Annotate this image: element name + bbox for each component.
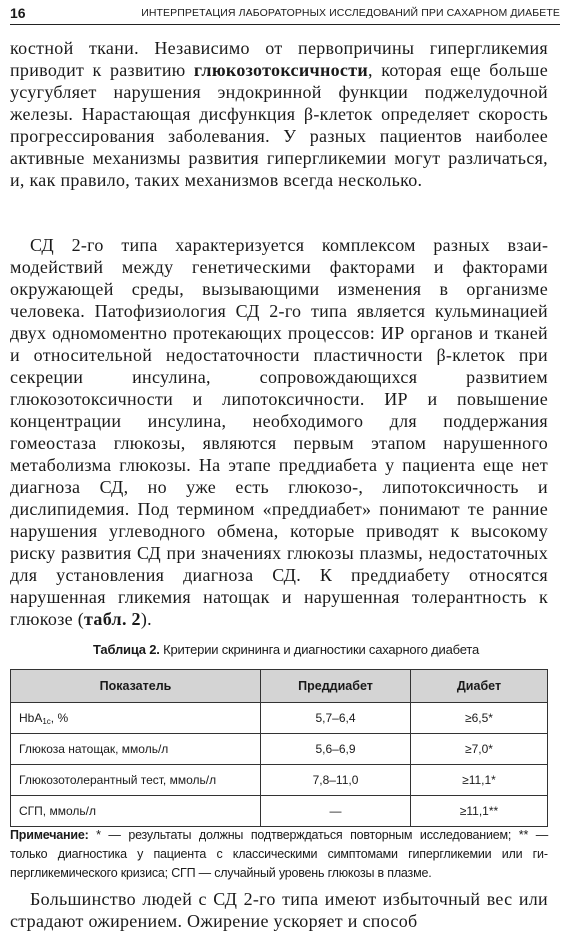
table-reference: табл. 2 [84, 609, 141, 629]
table-row [11, 765, 548, 796]
cell-diabetes: ≥7,0* [411, 734, 548, 765]
criteria-table [10, 669, 548, 827]
indicator-hba-subscript: 1c [42, 716, 51, 726]
cell-diabetes: ≥11,1* [411, 765, 548, 796]
bold-term-glucotoxicity: глюкозотоксичности [193, 60, 369, 80]
cell-diabetes: ≥11,1** [411, 796, 548, 827]
paragraph-text: ). [140, 609, 152, 629]
cell-prediabetes: 5,7–6,4 [261, 703, 411, 734]
column-header-prediabetes: Преддиабет [261, 670, 411, 703]
table-caption [10, 642, 562, 657]
table-row [11, 703, 548, 734]
cell-prediabetes: 7,8–11,0 [261, 765, 411, 796]
cell-indicator: СГП, ммоль/л [11, 796, 261, 827]
table-note [10, 826, 548, 883]
paragraph-text: Большинство людей с СД 2-го типа имеют избыточный вес или страдают ожирением. Ожирение ускоряет и способ [10, 889, 548, 931]
cell-indicator [11, 703, 261, 734]
table-header-row [11, 670, 548, 703]
note-label: Примечание: [10, 828, 89, 842]
page-header [10, 2, 560, 25]
indicator-hba-unit: , % [50, 710, 69, 725]
running-head: ИНТЕРПРЕТАЦИЯ ЛАБОРАТОРНЫХ ИССЛЕДОВАНИЙ ПРИ САХАРНОМ ДИАБЕТЕ [141, 7, 560, 19]
cell-diabetes: ≥6,5* [411, 703, 548, 734]
paragraph-obesity [10, 888, 548, 932]
paragraph-text: , которая еще больше усугубляет нарушения эндокринной функции поджелудочной железы. Нарастающая дисфункция β-клеток определяет скорость прогрессирования заболевания. У разных пациентов наиболее активные механизмы развития гипергликемии могут различаться, и, как правило, таких механизмов всегда несколько. [10, 60, 548, 190]
column-header-indicator: Показатель [11, 670, 261, 703]
cell-indicator: Глюкозотолерантный тест, ммоль/л [11, 765, 261, 796]
page-number: 16 [10, 5, 26, 21]
cell-prediabetes: — [261, 796, 411, 827]
cell-prediabetes: 5,6–6,9 [261, 734, 411, 765]
table-caption-label: Таблица 2. [93, 642, 160, 657]
note-text: * — результаты должны подтверждаться повторным исследованием; ** — только диагностика у пациента с классическими симптомами гипергликемии или гипергликемического кризиса; СГП — случайный уровень глюкозы в плазме. [10, 828, 548, 880]
paragraph-glucotoxicity [10, 37, 548, 191]
table-caption-text: Критерии скрининга и диагностики сахарного диабета [159, 642, 479, 657]
paragraph-type2-pathophysiology [10, 234, 548, 630]
indicator-hba-main: HbA [19, 710, 43, 725]
table-row [11, 734, 548, 765]
paragraph-text: СД 2-го типа характеризуется комплексом разных взаимодействий между генетическими факторами и факторами окружающей среды, вызывающими изменения в организме человека. Патофизиология СД 2-го типа является кульминацией двух одномоментно протекающих процессов: ИР органов и тканей и относительной недостаточности пластичности β-клеток при секреции инсулина, сопровождающихся развитием глюкозотоксичности и липотоксичности. ИР и повышение концентрации инсулина, необходимого для поддержания гомеостаза глюкозы, являются первым этапом нарушенного метаболизма глюкозы. На этапе преддиабета у пациента еще нет диагноза СД, но уже есть глюкозо-, липотоксичность и дислипидемия. Под термином «преддиабет» понимают те ранние нарушения углеводного обмена, которые приводят к высокому риску развития СД при значениях глюкозы плазмы, недостаточных для установления диагноза СД. К преддиабету относятся нарушенная гликемия натощак и нарушенная толерантность к глюкозе ( [10, 235, 548, 629]
cell-indicator: Глюкоза натощак, ммоль/л [11, 734, 261, 765]
table-row [11, 796, 548, 827]
paragraph-text: костной ткани. Независимо от первопричины гипергликемия приводит к развитию [10, 38, 548, 80]
column-header-diabetes: Диабет [411, 670, 548, 703]
